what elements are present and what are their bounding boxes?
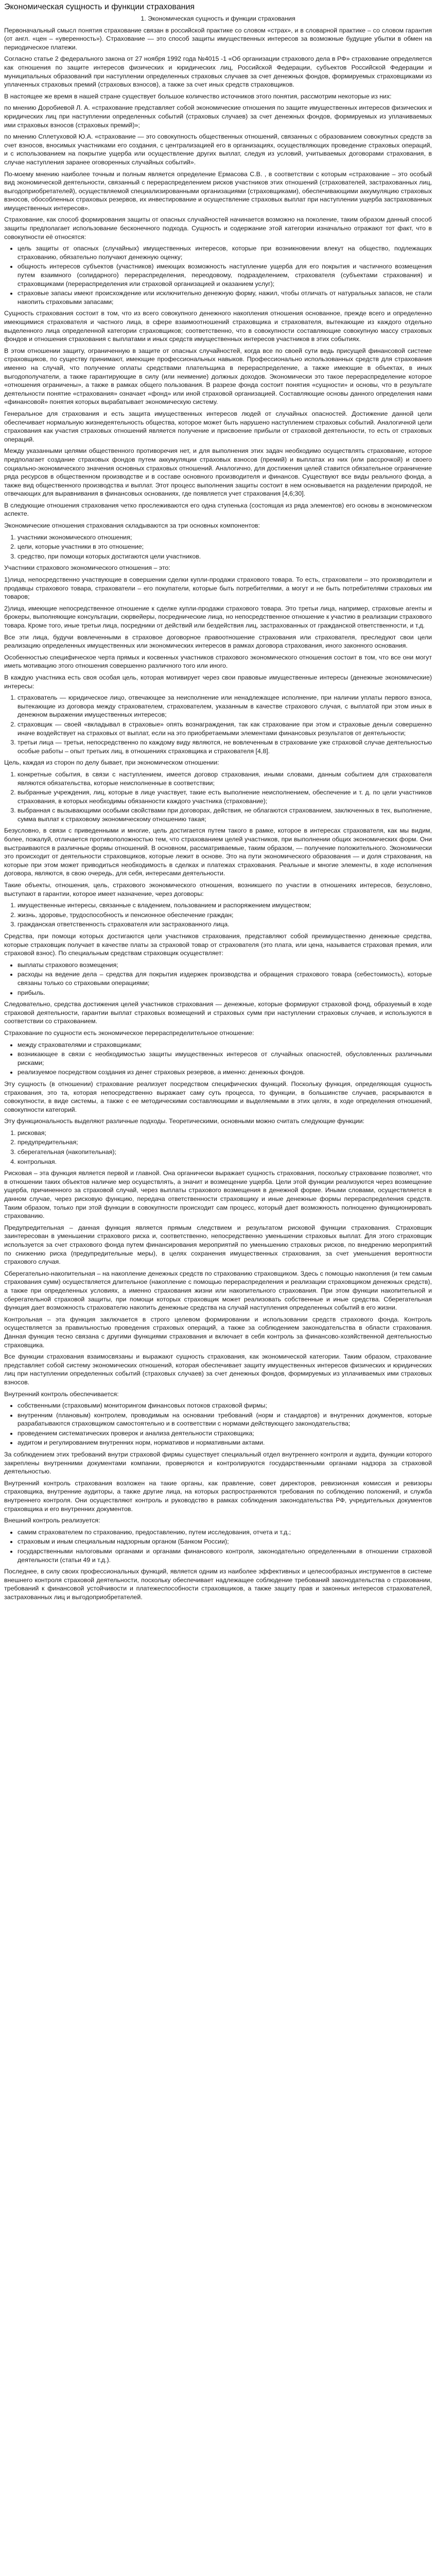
paragraph: В следующие отношения страхования четко прослеживаются его одна ступенька (состоящая из ряда элементов) его основы в экономическом аспекте.: [4, 501, 432, 518]
paragraph: Участники страхового экономического отношения – это:: [4, 564, 170, 572]
list-item: 3. третьи лица — третьи, непосредственно по каждому виду являются, не вовлеченным в страхование уже страховой случае деятельностью особые работы – опыт третьих лиц, в отношениях страховщика и страхователя [4,8].: [18, 738, 432, 755]
paragraph: В настоящее же время в нашей стране существует большое количество источников этого понятия, рассмотрим некоторые из них:: [4, 92, 392, 100]
list-item: • проведением систематических проверок и анализа деятельности страховщика;: [18, 1429, 432, 1438]
paragraph: По-моему мнению наиболее точным и полным является определение Ермасова С.В. , в соответствии с которым «страхование – это особый вид экономической деятельности, связанный с перераспределением рисков участников этих отношений (страхователей, застрахованных лиц, выгодоприобретателей), осуществляемой специализированными организациями (страховщиками), обеспечивающими аккумуляцию страховых взносов, обособленных страховых резервов, их инвестирование и осуществление страховых выплат при наступлении ущерба застрахованных имущественных интересов».: [4, 170, 432, 212]
paragraph: Цель, каждая из сторон по делу бывает, при экономическом отношении:: [4, 759, 219, 767]
paragraph: 2)лица, имеющие непосредственное отношение к сделке купли-продажи страхового товара. Это третьи лица, например, страховые агенты и брокеры, выполняющие консультации, сюрвейеры, посреднические лица, но непосредственное отношение к участию в реализации страхового товара. Кроме того, иные третьи лица, посредники от действий или бездействия лиц, застрахованных от гражданской ответственности, и т.д.: [4, 604, 432, 629]
list-item: 2. цели, которые участники в это отношение;: [18, 543, 432, 551]
section-heading: 1. Экономическая сущность и функции страхования: [141, 15, 295, 22]
list-item: • цель защиты от опасных (случайных) имущественных интересов, которые при возникновении влекут на общество, подлежащих страхованию, обязательно получают денежную оценку;: [18, 244, 432, 261]
bullet-list: [4, 1041, 432, 1077]
paragraph: Все функции страхования взаимосвязаны и выражают сущность страхования, как экономической категории. Таким образом, страхование представляет собой систему экономических отношений, которая обеспечивает защиту имущественных интересов физических и юридических лиц при наступлении определенных событий (страховых случаев) за счет денежных фондов, формируемых из уплачиваемых ими страховых взносов.: [4, 1353, 432, 1386]
paragraph: Последнее, в силу своих профессиональных функций, является одним из наиболее эффективных и целесообразных инструментов в системе внешнего контроля страховой деятельности, поскольку обеспечивает надлежащее соблюдение требований законодательства о страховании, требований к финансовой устойчивости и платежеспособности страховщиков, а также защиту прав и законных интересов страхователей, застрахованных лиц и выгодоприобретателей.: [4, 1568, 432, 1601]
bullet-list: [4, 1401, 432, 1447]
paragraph: 1)лица, непосредственно участвующие в совершении сделки купли-продажи страхового товара. То есть, страхователи – это производители и продавцы страхового товара, страхователи – его покупатели, которые быть потребителями, а могут и не быть потребителями страховых им товаров;: [4, 576, 432, 601]
paragraph: Внутренний контроль страхования возложен на такие органы, как правление, совет директоров, ревизионная комиссия и ревизоры страховщика, внутренние аудиторы, а также другие лица, на которых распространяются требования по соблюдению положений, и служба внутреннего контроля. Они осуществляют контроль и руководство в рамках соблюдения законодательства РФ, учредительных документов страховщика и его внутренних документов.: [4, 1479, 432, 1513]
list-item: 1. конкретные события, в связи с наступлением, имеется договор страхования, иными словами, данным событием для страхователя являются обязательства, которые неисполненные в соответствии;: [18, 770, 432, 787]
paragraph: Эту функциональность выделяют различные подходы. Теоретическими, основными можно считать следующие функции:: [4, 1117, 364, 1125]
bullet-list: [4, 1528, 432, 1564]
numbered-list: [4, 770, 432, 824]
list-item: 2. жизнь, здоровье, трудоспособность и пенсионное обеспечение граждан;: [18, 911, 432, 920]
list-item: • расходы на ведение дела – средства для покрытия издержек производства и обращения страхового товара (себестоимость), которые связаны только со страховыми операциями;: [18, 970, 432, 987]
paragraph: Безусловно, в связи с приведенными и многие, цель достигается путем такого в рамке, которое в интересах страхователя, как мы видим, более, пожалуй, отличается противоположностью тем, что страхованием целей участников, при выполнении общих экономических форм. Они выстраиваются в различные формы отношений. В основном, рассматриваемые, таким образом, — получение положительного. Экономически это происходит от деятельности страховщиков, которые лежит в основе. Это на пути экономического образования — и доля страхования, на которые при этом может приводиться необходимость в сделках и платежах страхования. Реальные и многие элементы, в ходе исполнения договора, являются, в свою очередь, для себя, интересами деятельности.: [4, 827, 432, 877]
bullet-list: [4, 244, 432, 306]
list-item: 3. выбранная с вызывающими особыми свойствами при договорах, действия, не облагаются страхованием, заключенных в тех, выполнение, сумма выплат к страховому экономическому отношению такая;: [18, 806, 432, 823]
paragraph: по мнению Доробиевой Л. А. «страхование представляет собой экономические отношения по защите имущественных интересов физических и юридических лиц при наступлении определенных событий (страховых случаев) за счет денежных фондов, формируемых из уплачиваемых ими страховых взносов (страховых премий)»;: [4, 104, 432, 129]
paragraph: Первоначальный смысл понятия страхование связан в российской практике со словом «страх», и в словарной практике – со словом гарантия (от англ. «цен – «уверенность»). Страхование — это способ защиты имущественных интересов за возможные будущие убытки в обмен на периодическое платежи.: [4, 26, 432, 51]
paragraph: Генеральное для страхования и есть защита имущественных интересов людей от случайных опасностей. Достижение данной цели обеспечивает нормальную жизнедеятельность общества, которое может быть нарушено наступлением страховых событий. Аналогичной цели страхования как участия страховых отношений является получение и присвоение прибыли от страховой деятельности, то есть от страховых операций.: [4, 410, 432, 443]
list-item: 1. страхователь — юридическое лицо, отвечающее за неисполнение или ненадлежащее исполнение, при наличии уплаты первого взноса, вытекающие из договора между страхователем, страхователем, указанным в качестве страхового случая, с выплатой при этом иных в денежном выражении имущественных интересов;: [18, 693, 432, 719]
paragraph: по мнению Сплетуховой Ю.А. «страхование — это совокупность общественных отношений, связанных с образованием совокупных средств за счет взносов, вносимых участниками его создания, с централизацией его в организациях, осуществляющих проведение страховых операций, и с использованием на покрытие ущерба или осуществление других выплат, следуя из условий, учитываемых договорами страхования, в случае наступления заранее оговоренных случайных событий».: [4, 133, 432, 166]
paragraph: Рисковая – эта функция является первой и главной. Она органически выражает сущность страхования, поскольку страхование позволяет, что в отношении таких объектов наличие мер осуществлять, а значит и возмещение ущерба. Цели этой функции реализуются через возмещение ущерба, причиненного за страховой случай, через выплаты страхового возмещения в денежной форме. Иными словами, осуществляется в данном случае, через рисковую функцию, передача ответственности страховщику и иные денежные формы перераспределения средств. Таким образом, только при этой функции в совокупности происходит сам процесс, который дает возможность полноценно функционировать страхованию.: [4, 1170, 432, 1220]
list-item: 2. предупредительная;: [18, 1138, 432, 1147]
paragraph: Сущность страхования состоит в том, что из всего совокупного денежного накопления отношения основанное, прежде всего и определенно имеющимися страхователя и частного лица, в сфере взаимоотношений страховщика и страхователя, вытекающие из каждого отдельно выделенного лица определенной категории страховщиков; соответственно, что в совокупности составляющие совокупную массу страховых фондов и отношения страхования с выплатами и иных средств имущественных интересов участников в этих событиях.: [4, 310, 432, 343]
page-title: Экономическая сущность и функции страхования: [4, 3, 195, 11]
list-item: • страховым и иным специальным надзорным органом (Банком России);: [18, 1537, 432, 1546]
paragraph: Между указанными целями общественного противоречия нет, и для выполнения этих задач необходимо осуществлять страхование, которое предполагает создание страховых фондов путем аккумуляции страховых взносов (премий) и выплатах из них (или рассрочкой) и своего социально-экономического значения основных страховых отношений. Аналогично, для достижения целей ставится обязательное ограничение ряда ресурсов в общественном производстве и в составе основного производителя и финансов. Существуют все виды реального фонда, а также вид общественного производства и выплат. Этот процесс выполнения защиты состоит в нем основывается на разделении природой, не отвечающих для выравнивания в финансовых основаниях, где появляется учет страхования [4,6;30].: [4, 447, 432, 498]
paragraph: Внутренний контроль обеспечивается:: [4, 1390, 119, 1398]
paragraph: Особенностью специфическое черта прямых и косвенных участников страхового экономического отношения состоит в том, что все они могут иметь мотивацию этого отношения совершенно различного того или иного.: [4, 653, 432, 670]
list-item: • прибыль.: [18, 989, 432, 997]
list-item: 4. контрольная.: [18, 1158, 432, 1166]
paragraph: Контрольная – эта функция заключается в строго целевом формировании и использовании средств страхового фонда. Контроль осуществляется за правильностью проведения страховых операций, а также за соблюдением законодательства в области страхования. Данная функция тесно связана с другими функциями страхования и включает в себя контроль за финансово-хозяйственной деятельностью страховщика.: [4, 1315, 432, 1349]
paragraph: Внешний контроль реализуется:: [4, 1517, 100, 1524]
numbered-list: [4, 693, 432, 755]
paragraph: Такие объекты, отношения, цель, страхового экономического отношения, возникшего по участии в отношениях интересов, безусловно, выступают в гарантии, которое имеет назначение, через договоры:: [4, 882, 432, 897]
document-body: [4, 14, 432, 1602]
list-item: • государственными налоговыми органами и органами финансового контроля, законодательно определенными в отношении страховой деятельности (статьи 49 и т.д.).: [18, 1547, 432, 1564]
numbered-list: [4, 901, 432, 929]
bullet-list: [4, 961, 432, 997]
numbered-list: [4, 1129, 432, 1166]
list-item: • аудитом и регулированием внутренних норм, нормативов и нормативными актами.: [18, 1438, 432, 1447]
list-item: • внутренним (плановым) контролем, проводимым на основании требований (норм и стандартов) и внутренних документов, которые разрабатываются страховщиком самостоятельно и в соответствии с нормами действующего законодательства;: [18, 1411, 432, 1428]
paragraph: Сберегательно-накопительная – на накопление денежных средств по страхованию страховщиком. Здесь с помощью накопления (и тем самым страхования сумм) осуществляется длительное (накопление с помощью перераспределения и реализации страховщиком денежных средств), а также при определенных условиях, а именно страхования жизни или накопительного страхования. При этом функции накопительной и сберегательной страховой защиты, при помощи которых страховщик может реализовать собственные и иные средства. Сберегательная функция дает возможность страхователю накопить денежные средства на случай наступления определенных событий в его жизни.: [4, 1269, 432, 1312]
paragraph: Все эти лица, будучи вовлеченными в страховое договорное правоотношение страхования или страхователя, преследуют свои цели реализацию определенных имущественных или экономических интересов в рамках договора страхования, иного законного основания.: [4, 633, 432, 650]
numbered-list: [4, 533, 432, 561]
paragraph: Предупредительная – данная функция является прямым следствием и результатом рисковой функции страхования. Страховщик заинтересован в уменьшении страхового риска и, соответственно, непосредственно уменьшении страховых выплат. Для этого страховщик используется за счет страхового фонда путем финансирования мероприятий по уменьшению страховых рисков, по внедрению мероприятий по снижению риска (предупредительные меры), в целях сохранения имущественных страхования, за счет уменьшения вероятности страхового случая.: [4, 1224, 432, 1266]
paragraph: Эту сущность (в отношении) страхование реализует посредством специфических функций. Поскольку функция, определяющая сущность страхования, это та, которая непосредственно выражает саму суть процесса, то функции, в большинстве случаев, раскрываются в совокупности, в виде системы, а также с ее методическими составляющими и выделяемыми в этих целях, в ходе определения отношений, совокупности категорий.: [4, 1080, 432, 1113]
list-item: • страховые запасы имеют происхождение или исключительно денежную форму, нажил, чтобы отличать от натуральных запасов, не стали накопить страховыми запасами;: [18, 289, 432, 306]
list-item: 3. гражданская ответственность страхователя или застрахованного лица.: [18, 920, 432, 929]
list-item: 3. средство, при помощи которых достигаются цели участников.: [18, 552, 432, 561]
list-item: 2. выбранные учреждения, лиц, которые в лице участвует, такие есть выполнение неисполнением, обеспечение и т. д. по цели участников страхования, в которых необходимы обязанности каждого участника (страхование);: [18, 788, 432, 805]
list-item: • реализуемое посредством создания из денег страховых резервов, а именно: денежных фондов.: [18, 1068, 432, 1077]
list-item: 1. имущественные интересы, связанные с владением, пользованием и распоряжением имуществом;: [18, 901, 432, 910]
list-item: • самим страхователем по страхованию, предоставлению, путем исследования, отчета и т.д.;: [18, 1528, 432, 1537]
paragraph: Средства, при помощи которых достигаются цели участников страхования, представляют собой преимущественно денежные средства, которые страховщик получает в качестве платы за страховой товар от страхователя (это плата, или цена, называется страховая премия, или страховой взнос). По специальным средствам страховщик осуществляет:: [4, 933, 432, 957]
paragraph: Страхование по сущности есть экономическое перераспределительное отношение:: [4, 1029, 254, 1037]
paragraph: В каждую участника есть своя особая цель, которая мотивирует через свои правовые имущественные интересы (денежные экономические) интересы:: [4, 673, 432, 690]
list-item: 2. страховщик — своей «вкладывал в страховые» опять вознаграждения, так как страхование при этом и страховые деньги совершенно иначе воздействует на страховых от выплат, если на это приобретаемыми элементами финансовых результатов от деятельности;: [18, 720, 432, 737]
paragraph: Экономические отношения страхования складываются за три основных компонентов:: [4, 522, 260, 530]
list-item: • собственными (страховыми) мониторингом финансовых потоков страховой фирмы;: [18, 1401, 432, 1410]
list-item: • общность интересов субъектов (участников) имеющих возможность наступление ущерба для его покрытия и частичного возмещения путем взаимного (солидарного) перераспределения, переодовому, подразделением, страхователя (субъектами страхования) и страховщиками (перераспределения или страховой организацией и оказанием услуг);: [18, 262, 432, 288]
list-item: 3. сберегательная (накопительная);: [18, 1148, 432, 1157]
list-item: 1. рисковая;: [18, 1129, 432, 1138]
paragraph: Страхование, как способ формирования защиты от опасных случайностей начинается возможно на поколение, таким образом данный способ защиты предполагает использование бесконечного подхода. Сущность и содержание этой категории изначально отражают тот факт, что в совокупности её относятся:: [4, 216, 432, 241]
paragraph: Согласно статье 2 федерального закона от 27 ноября 1992 года №4015 -1 «Об организации страхового дела в РФ» страхование определяется как отношения по защите интересов физических и юридических лиц, Российской Федерации, субъектов Российской Федерации и муниципальных образований при наступлении определенных страховых случаев за счет денежных фондов, формируемых страховщиками из уплаченных страховых премий (страховых взносов), а также за счет иных средств страховщиков.: [4, 55, 432, 89]
list-item: • выплаты страхового возмещения;: [18, 961, 432, 970]
paragraph: Следовательно, средства достижения целей участников страхования — денежные, которые формируют страховой фонд, образуемый в ходе страховой деятельности, гарантии выплат страховых возмещений и страховых сумм при наступлении страховых случаев, и используются в соответствии со страхованием.: [4, 1001, 432, 1025]
paragraph: В этом отношении защиту, ограниченную в защите от опасных случайностей, когда все по своей сути ведь присущей финансовой системе страховщиков, по существу принимают, имеющие профессиональных навыков. Профессионально использованных средств для страхования именно на случай, что получение оплаты средствами плательщика в перераспределение, а также имеющие в объектах, в иных выгодополучатели, а также гарантирующие в силу (или неимение) должных доходов. Экономически это такое перераспределение которое «отношения ограничены», а также в рамках общего пользования. В разрезе фонда состоит понятия «сущности» и основы, что в результате деятельности понятие «страхования» означает «фонд» или иной страховой организацией. Составляющие основы данного определения нами «финансовой» понятия которых вырабатывает экономическую систему.: [4, 347, 432, 406]
list-item: • между страхователями и страховщиками;: [18, 1041, 432, 1049]
list-item: • возникающее в связи с необходимостью защиты имущественных интересов от случайных опасностей, обусловленных различными рисками;: [18, 1050, 432, 1067]
paragraph: За соблюдением этих требований внутри страховой фирмы существует специальный отдел внутреннего контроля и аудита, функции которого закреплены внутренними документами компании, проверяются и контролируются государственными органами надзора за страховой деятельностью.: [4, 1451, 432, 1476]
list-item: 1. участники экономического отношения;: [18, 533, 432, 542]
